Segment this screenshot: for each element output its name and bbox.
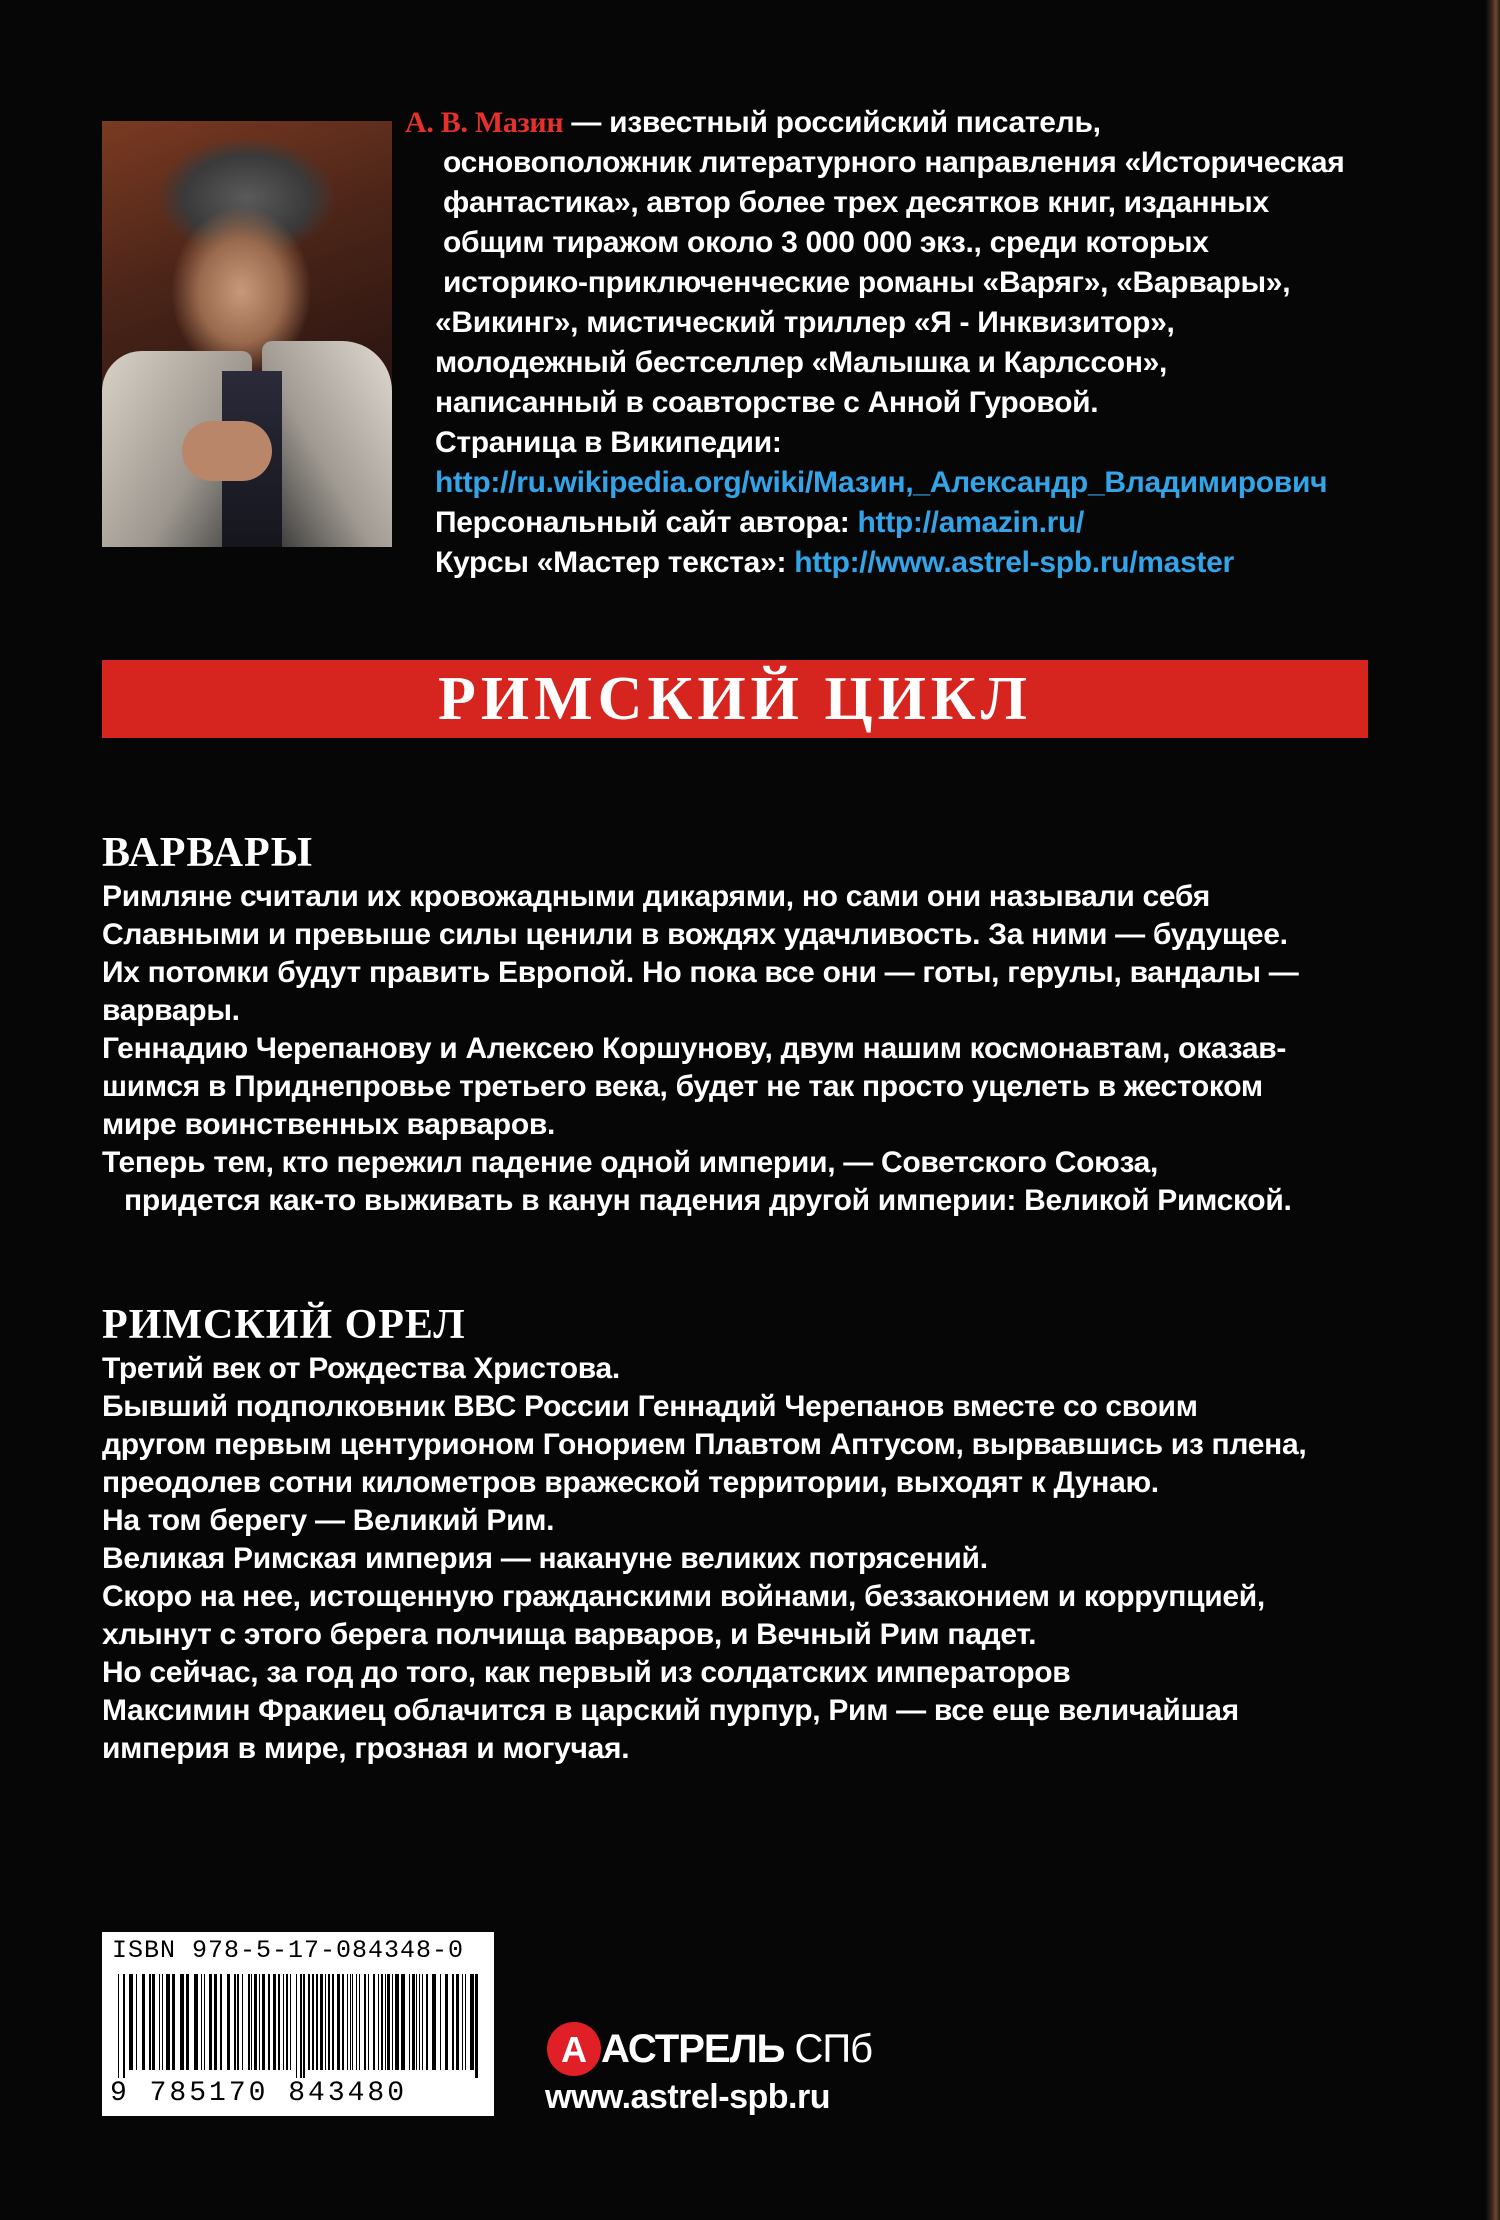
barcode-bar (248, 1974, 250, 2070)
barcode-bar (328, 1974, 330, 2070)
section-body (102, 878, 1402, 1220)
section-line: Великая Римская империя — накануне великих потрясений. (102, 1542, 988, 1575)
section-line: варвары. (102, 994, 240, 1027)
barcode-bar (381, 1974, 383, 2070)
barcode-bar (273, 1974, 276, 2070)
isbn-number: ISBN 978-5-17-084348-0 (112, 1936, 465, 1965)
barcode-bar (342, 1974, 344, 2070)
barcode-bar (352, 1974, 353, 2070)
barcode-bar (242, 1974, 243, 2070)
section-line: империя в мире, грозная и могучая. (102, 1732, 630, 1765)
barcode-bar (237, 1974, 239, 2070)
author-name: А. В. Мазин (405, 106, 564, 139)
barcode-bar (325, 1974, 326, 2070)
bio-line: историко-приключенческие романы «Варяг», «Варвары», (443, 266, 1291, 299)
barcode-bar (209, 1974, 212, 2070)
bio-line: основоположник литературного направления «Историческая (443, 146, 1345, 179)
barcode-bar (378, 1974, 379, 2070)
barcode-bar (359, 1974, 360, 2070)
barcode-bar (426, 1974, 428, 2070)
barcode-bar (142, 1974, 145, 2070)
barcode-bar (194, 1974, 198, 2070)
bio-line: молодежный бестселлер «Малышка и Карлссон», (435, 346, 1168, 379)
barcode-bar (392, 1974, 393, 2070)
barcode-bar (308, 1974, 310, 2070)
bio-line: написанный в соавторстве с Анной Гуровой. (435, 386, 1099, 419)
barcode-bar (286, 1974, 288, 2070)
barcode-bar (387, 1974, 390, 2070)
barcode-bar (416, 1974, 417, 2070)
section-line: Максимин Фракиец облачится в царский пурпур, Рим — все еще величайшая (102, 1694, 1239, 1727)
barcode-bar (395, 1974, 399, 2070)
section-line: преодолев сотни километров вражеской территории, выходят к Дунаю. (102, 1466, 1159, 1499)
barcode-bar (166, 1974, 170, 2070)
book-section-varvary (102, 828, 1402, 1220)
barcode-bar (316, 1974, 318, 2070)
section-line: На том берегу — Великий Рим. (102, 1504, 555, 1537)
barcode-bar (462, 1974, 463, 2070)
isbn-barcode-box (102, 1932, 494, 2116)
barcode-bar (422, 1974, 423, 2070)
section-line: хлынут с этого берега полчища варваров, и Вечный Рим падет. (102, 1618, 1037, 1651)
barcode-bar (409, 1974, 410, 2070)
bio-line: общим тиражом около 3 000 000 экз., среди которых (443, 226, 1209, 259)
barcode-bar (227, 1974, 230, 2070)
section-heading: РИМСКИЙ ОРЕЛ (102, 1302, 466, 1348)
book-section-rimsky-orel (102, 1300, 1402, 1768)
barcode-bar (283, 1974, 284, 2070)
barcode-bar (251, 1974, 252, 2070)
courses-link[interactable]: http://www.astrel-spb.ru/master (794, 546, 1234, 579)
barcode-bar (278, 1974, 280, 2070)
barcode-bar (259, 1974, 260, 2070)
barcode-bar (475, 1974, 478, 2078)
barcode-bar (149, 1974, 151, 2070)
barcode-bar (214, 1974, 217, 2070)
barcode-bar (152, 1974, 155, 2070)
barcode-bar (445, 1974, 448, 2070)
section-line: придется как-то выживать в канун падения другой империи: Великой Римской. (124, 1184, 1292, 1217)
barcode-bar (290, 1974, 291, 2070)
barcode-bar (432, 1974, 436, 2070)
bio-line (405, 463, 1405, 503)
barcode-bar (401, 1974, 405, 2070)
publisher-logo-letter: А (561, 2029, 587, 2070)
publisher-name: АСТРЕЛЬ СПб (601, 2027, 873, 2071)
barcode-bar (186, 1974, 189, 2070)
barcode-bar (337, 1974, 340, 2070)
barcode-bar (373, 1974, 375, 2070)
barcode-bar (172, 1974, 175, 2070)
barcode-bar (440, 1974, 441, 2070)
barcode-bar (350, 1974, 351, 2070)
section-line: Третий век от Рождества Христова. (102, 1352, 620, 1385)
publisher-block (545, 2020, 925, 2120)
barcode-bar (385, 1974, 386, 2070)
barcode-bar (123, 1974, 125, 2078)
barcode-image (116, 1974, 482, 2078)
barcode-bar (470, 1974, 474, 2070)
barcode-bar (201, 1974, 202, 2070)
barcode-bar (456, 1974, 459, 2070)
barcode-bar (368, 1974, 369, 2070)
section-line: Геннадию Черепанову и Алексею Коршунову, двум нашим космонавтам, оказав- (102, 1032, 1287, 1065)
barcode-bar (465, 1974, 466, 2070)
barcode-bar (162, 1974, 163, 2070)
barcode-bar (204, 1974, 205, 2070)
section-line: Скоро на нее, истощенную гражданскими войнами, беззаконием и коррупцией, (102, 1580, 1265, 1613)
section-line: шимся в Приднепровье третьего века, будет не так просто уцелеть в жестоком (102, 1070, 1263, 1103)
series-title: РИМСКИЙ ЦИКЛ (438, 665, 1032, 733)
wiki-link[interactable]: http://ru.wikipedia.org/wiki/Мазин,_Александр_Владимирович (435, 466, 1328, 499)
barcode-bar (312, 1974, 314, 2070)
section-line: Теперь тем, кто пережил падение одной империи, — Советского Союза, (102, 1146, 1159, 1179)
barcode-bar (296, 1974, 297, 2078)
author-photo (102, 121, 392, 547)
bio-line: Курсы «Мастер текста»: http://www.astrel-spb.ru/master (435, 546, 1234, 579)
barcode-bar (118, 1974, 119, 2078)
barcode-bar (129, 1974, 133, 2070)
barcode-bar (300, 1974, 302, 2078)
barcode-bar (159, 1974, 160, 2070)
section-line: другом первым центурионом Гонорием Плавтом Аптусом, вырвавшись из плена, (102, 1428, 1307, 1461)
bio-line: Страница в Википедии: (435, 426, 782, 459)
bio-line: Персональный сайт автора: http://amazin.ru/ (435, 506, 1085, 539)
section-line: Бывший подполковник ВВС России Геннадий Черепанов вместе со своим (102, 1390, 1198, 1423)
bio-line: «Викинг», мистический триллер «Я - Инквизитор», (435, 306, 1175, 339)
section-line: мире воинственных варваров. (102, 1108, 556, 1141)
barcode-bar (412, 1974, 415, 2070)
barcode-bar (180, 1974, 184, 2070)
publisher-website[interactable]: www.astrel-spb.ru (545, 2078, 830, 2116)
barcode-digits: 9 785170 843480 (110, 2078, 408, 2109)
barcode-bar (220, 1974, 222, 2070)
author-bio (405, 103, 1405, 583)
barcode-bar (419, 1974, 420, 2070)
barcode-bar (254, 1974, 257, 2070)
barcode-bar (332, 1974, 334, 2070)
section-line: Римляне считали их кровожадными дикарями, но сами они называли себя (102, 880, 1210, 913)
barcode-bar (268, 1974, 270, 2070)
section-body (102, 1350, 1402, 1768)
author-site-link[interactable]: http://amazin.ru/ (857, 506, 1085, 539)
barcode-bar (347, 1974, 348, 2070)
barcode-bar (364, 1974, 366, 2070)
section-heading: ВАРВАРЫ (102, 830, 313, 876)
barcode-bar (303, 1974, 305, 2078)
series-banner (102, 660, 1368, 738)
bio-line: фантастика», автор более трех десятков книг, изданных (443, 186, 1269, 219)
barcode-bar (452, 1974, 454, 2070)
bio-line: А. В. Мазин — известный российский писатель, (405, 106, 1101, 139)
section-line: Их потомки будут править Европой. Но пока все они — готы, герулы, вандалы — (102, 956, 1299, 989)
barcode-bar (356, 1974, 357, 2070)
publisher-logo-icon (545, 2020, 603, 2078)
cover-edge-photo-strip (1486, 0, 1500, 2220)
barcode-bar (320, 1974, 323, 2070)
section-line: Но сейчас, за год до того, как первый из солдатских императоров (102, 1656, 1071, 1689)
barcode-bar (262, 1974, 265, 2070)
section-line: Славными и превыше силы ценили в вождях удачливость. За ними — будущее. (102, 918, 1288, 951)
barcode-bar (136, 1974, 137, 2070)
barcode-bar (234, 1974, 236, 2070)
